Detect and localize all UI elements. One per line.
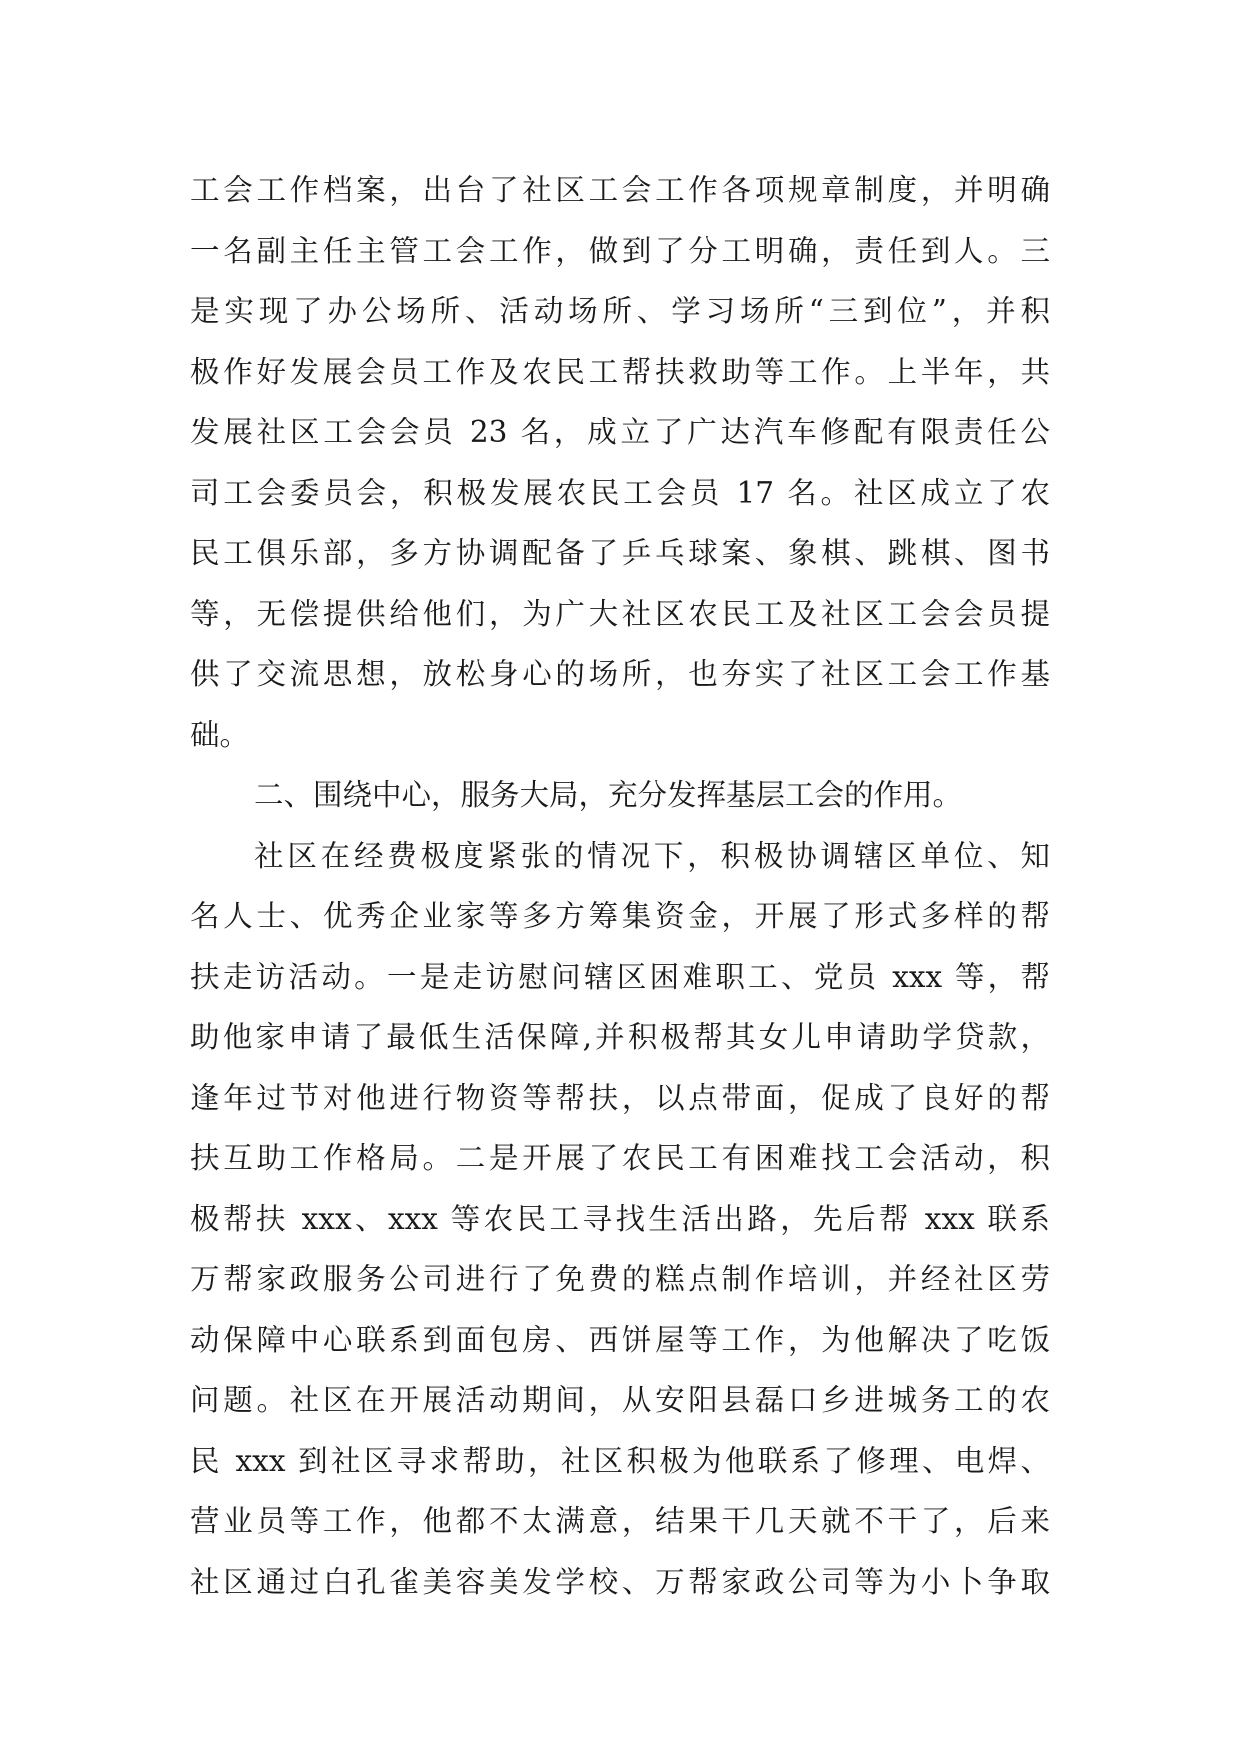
text-line: 工会工作档案，出台了社区工会工作各项规章制度，并明确 [190, 173, 1050, 207]
text-line: 极帮扶 xxx、xxx 等农民工寻找生活出路，先后帮 xxx 联系 [190, 1201, 1050, 1236]
text-line: 社区通过白孔雀美容美发学校、万帮家政公司等为小卜争取 [190, 1564, 1050, 1599]
text-line: 营业员等工作，他都不太满意，结果干几天就不干了，后来 [190, 1504, 1050, 1538]
text-line: 扶走访活动。一是走访慰问辖区困难职工、党员 xxx 等，帮 [190, 959, 1050, 994]
text-line: 一名副主任主管工会工作，做到了分工明确，责任到人。三 [190, 233, 1050, 268]
text-line: 是实现了办公场所、活动场所、学习场所“三到位”，并积 [190, 294, 1050, 328]
text-line: 民 xxx 到社区寻求帮助，社区积极为他联系了修理、电焊、 [190, 1443, 1050, 1478]
document-body [190, 160, 1050, 1612]
text-line: 名人士、优秀企业家等多方筹集资金，开展了形式多样的帮 [190, 899, 1050, 933]
section-heading: 二、围绕中心，服务大局，充分发挥基层工会的作用。 [254, 778, 963, 812]
text-line: 问题。社区在开展活动期间，从安阳县磊口乡进城务工的农 [190, 1383, 1050, 1417]
text-line: 民工俱乐部，多方协调配备了乒乓球案、象棋、跳棋、图书 [190, 536, 1050, 570]
text-line: 扶互助工作格局。二是开展了农民工有困难找工会活动，积 [190, 1141, 1050, 1175]
text-line: 助他家申请了最低生活保障,并积极帮其女儿申请助学贷款， [190, 1020, 1050, 1054]
text-line: 础。 [190, 717, 250, 752]
text-line: 逢年过节对他进行物资等帮扶，以点带面，促成了良好的帮 [190, 1080, 1050, 1115]
text-line: 极作好发展会员工作及农民工帮扶救助等工作。上半年，共 [190, 354, 1050, 389]
text-line: 供了交流思想，放松身心的场所，也夯实了社区工会工作基 [190, 657, 1050, 691]
text-line: 等，无偿提供给他们，为广大社区农民工及社区工会会员提 [190, 596, 1050, 631]
text-line: 动保障中心联系到面包房、西饼屋等工作，为他解决了吃饭 [190, 1322, 1050, 1357]
text-line: 万帮家政服务公司进行了免费的糕点制作培训，并经社区劳 [190, 1262, 1050, 1296]
text-line: 司工会委员会，积极发展农民工会员 17 名。社区成立了农 [190, 475, 1050, 510]
text-line: 社区在经费极度紧张的情况下，积极协调辖区单位、知 [254, 838, 1050, 873]
text-line: 发展社区工会会员 23 名，成立了广达汽车修配有限责任公 [190, 415, 1050, 449]
